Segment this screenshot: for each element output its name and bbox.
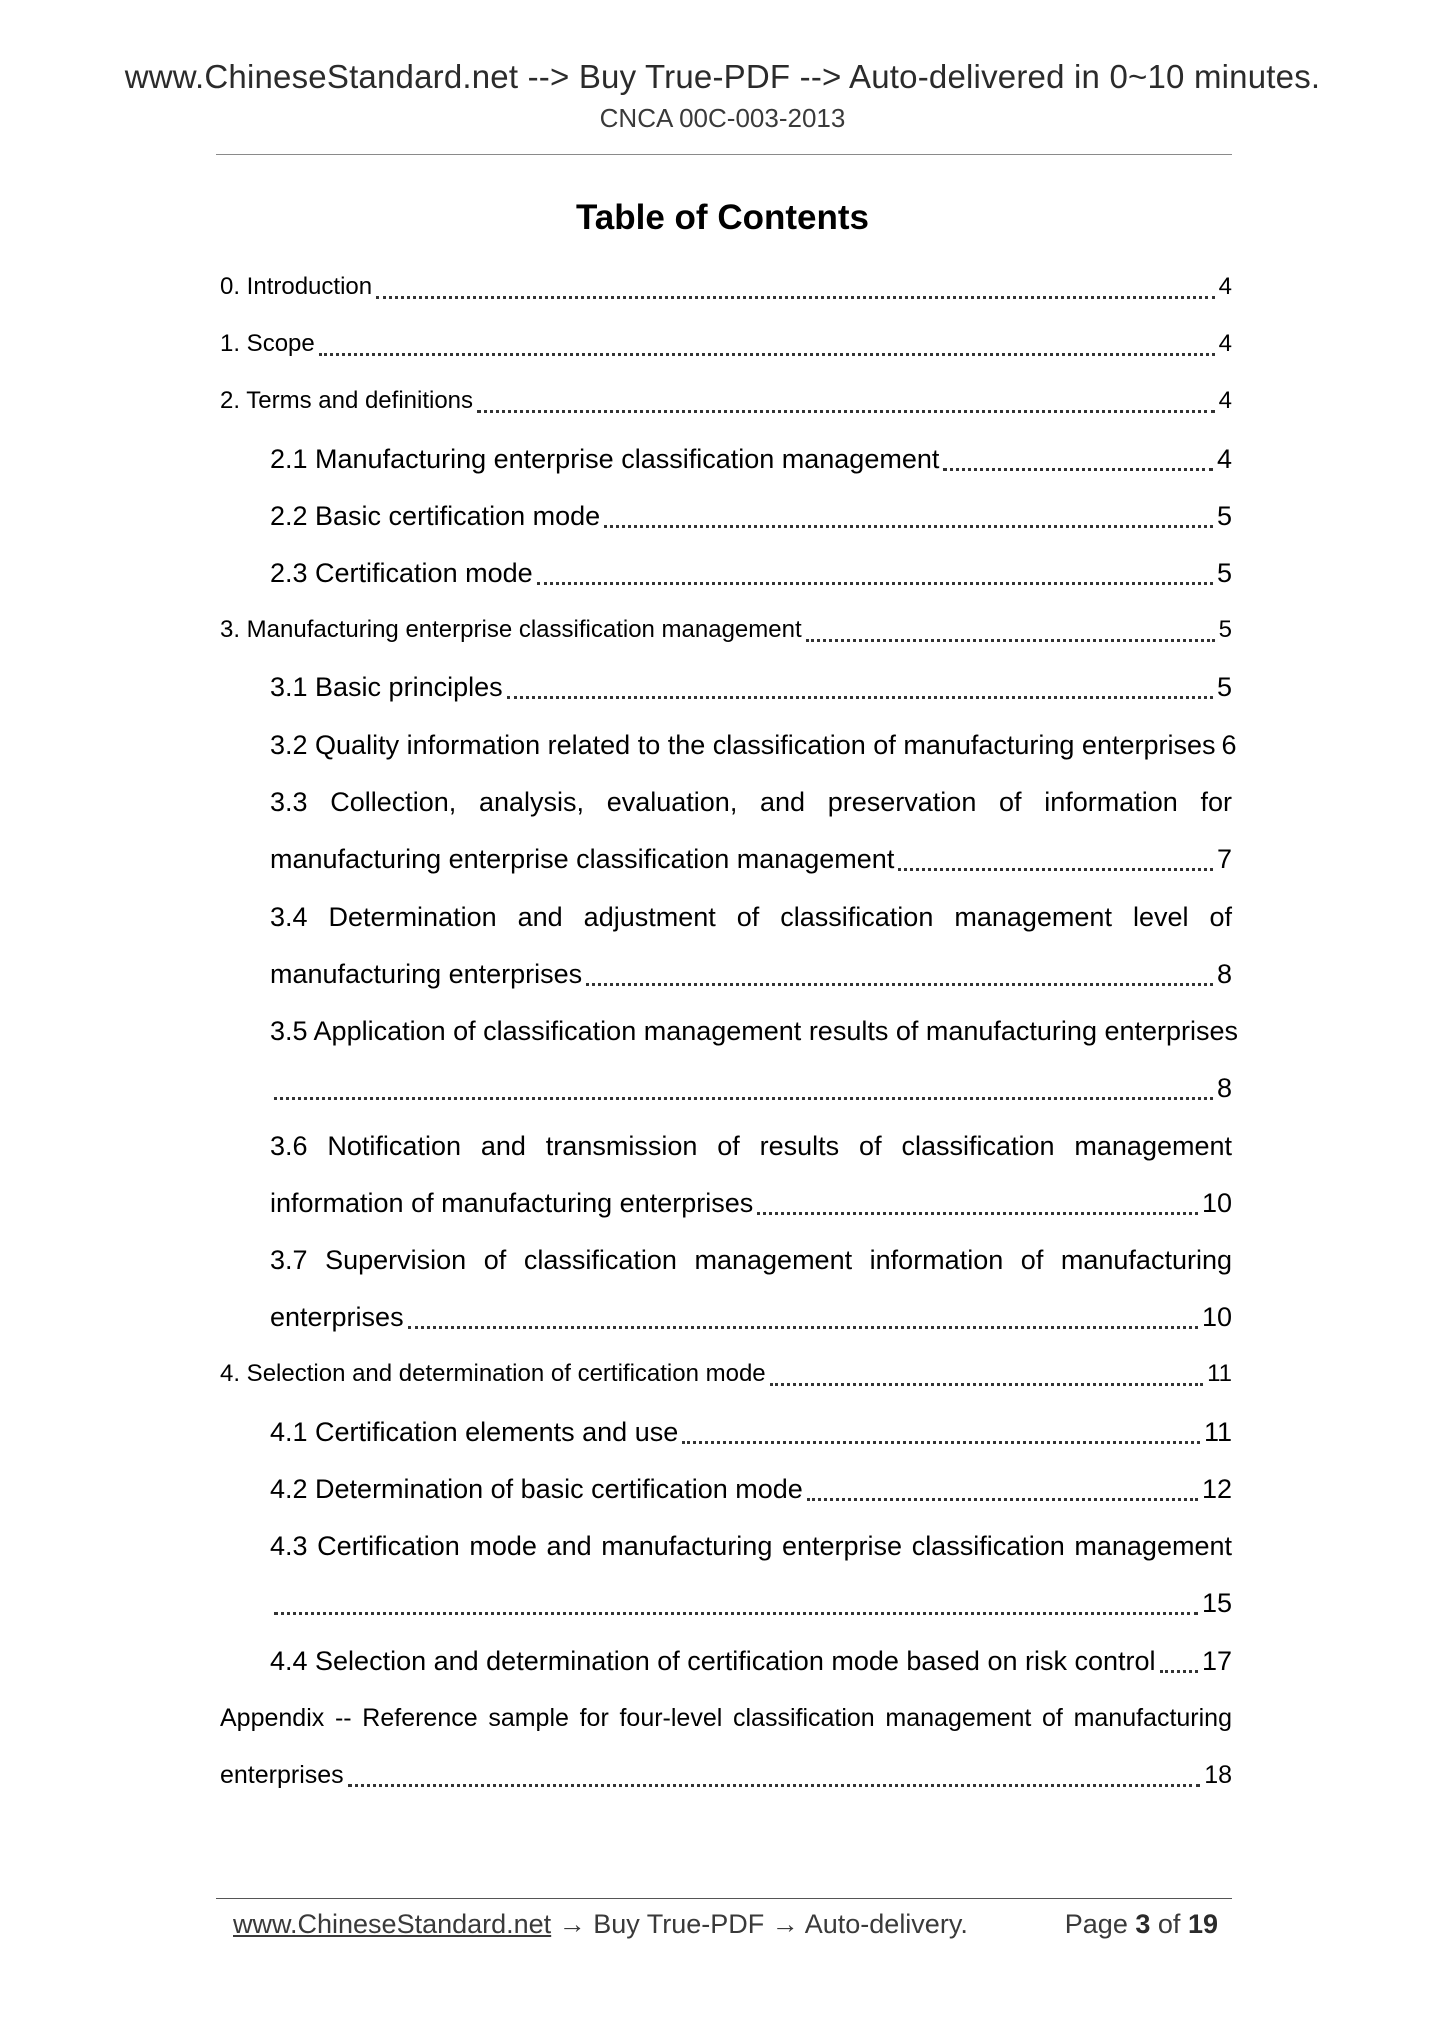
toc-entry-page: 10	[1201, 1187, 1232, 1218]
toc-entry-title: 1. Scope	[220, 330, 315, 357]
leader-dots	[757, 1208, 1198, 1215]
toc-entry-page: 6	[1221, 729, 1237, 760]
footer-divider	[216, 1898, 1232, 1899]
toc-entry[interactable]	[270, 494, 1232, 538]
toc-entry-title: 4.2 Determination of basic certification mode	[270, 1473, 803, 1504]
toc-entry-page: 11	[1203, 1416, 1232, 1447]
toc-entry[interactable]	[270, 952, 1232, 996]
leader-dots	[274, 1093, 1213, 1100]
header-banner: www.ChineseStandard.net --> Buy True-PDF --> Auto-delivered in 0~10 minutes.	[124, 58, 1321, 95]
leader-dots	[770, 1379, 1203, 1386]
toc-entry[interactable]	[270, 665, 1232, 709]
footer-site-link[interactable]: www.ChineseStandard.net	[233, 1909, 552, 1939]
toc-entry-title: 2.1 Manufacturing enterprise classification management	[270, 443, 940, 474]
document-code: CNCA 00C-003-2013	[599, 103, 846, 133]
toc-entry-title: manufacturing enterprise classification management	[270, 843, 895, 874]
toc-entry[interactable]	[270, 1066, 1232, 1110]
toc-entry[interactable]	[220, 322, 1232, 366]
toc-entry-line1[interactable]: 3.3 Collection, analysis, evaluation, and preservation of information for	[270, 787, 1232, 817]
toc-entry-title: 0. Introduction	[220, 273, 373, 300]
toc-entry-title: 2. Terms and definitions	[220, 387, 474, 414]
toc-entry-line1[interactable]: 4.3 Certification mode and manufacturing enterprise classification management	[270, 1531, 1232, 1561]
toc-entry-page: 5	[1216, 557, 1232, 588]
toc-entry-title: 3.2 Quality information related to the classification of manufacturing enterprises	[270, 729, 1216, 760]
toc-entry-page: 10	[1201, 1301, 1232, 1332]
leader-dots	[682, 1437, 1200, 1444]
leader-dots	[943, 464, 1213, 471]
toc-entry-line1[interactable]	[270, 1009, 1239, 1053]
toc-entry-page: 5	[1216, 671, 1232, 702]
toc-entry-page: 11	[1207, 1360, 1232, 1387]
toc-entry-page: 7	[1216, 843, 1232, 874]
toc-entry[interactable]	[270, 1181, 1232, 1225]
toc-entry-title: information of manufacturing enterprises	[270, 1187, 754, 1218]
toc-entry[interactable]	[220, 379, 1232, 423]
toc-entry-title: 4.1 Certification elements and use	[270, 1416, 679, 1447]
toc-entry-line1[interactable]: 3.7 Supervision of classification management information of manufacturing	[270, 1245, 1232, 1275]
toc-entry[interactable]	[270, 437, 1232, 481]
toc-entry-line1[interactable]: 3.4 Determination and adjustment of classification management level of	[270, 902, 1232, 932]
toc-entry[interactable]	[270, 1295, 1232, 1339]
page-total: 19	[1187, 1909, 1218, 1939]
toc-entry[interactable]	[270, 837, 1232, 881]
leader-dots	[274, 1608, 1198, 1615]
leader-dots	[477, 406, 1215, 413]
toc-entry-title: 3.5 Application of classification management results of manufacturing enterprises	[270, 1015, 1239, 1046]
page-of: of	[1157, 1909, 1181, 1939]
toc-entry[interactable]	[270, 1581, 1232, 1625]
toc-entry-page: 17	[1201, 1645, 1232, 1676]
leader-dots	[586, 979, 1213, 986]
leader-dots	[348, 1780, 1201, 1787]
toc-entry[interactable]	[270, 723, 1237, 767]
page-current: 3	[1135, 1909, 1151, 1939]
toc-entry-line1[interactable]: 3.6 Notification and transmission of results of classification management	[270, 1131, 1232, 1161]
leader-dots	[806, 635, 1215, 642]
toc-entry[interactable]	[270, 551, 1232, 595]
toc-entry-page: 5	[1216, 500, 1232, 531]
page-label: Page	[1064, 1909, 1128, 1939]
toc-entry-title: 3.1 Basic principles	[270, 671, 503, 702]
toc-entry[interactable]	[270, 1410, 1232, 1454]
toc-entry-page: 12	[1201, 1473, 1232, 1504]
toc-entry-title: 4. Selection and determination of certification mode	[220, 1360, 766, 1387]
leader-dots	[507, 692, 1213, 699]
footer-tagline: → Buy True-PDF → Auto-delivery.	[551, 1909, 968, 1939]
leader-dots	[604, 521, 1213, 528]
leader-dots	[408, 1322, 1198, 1329]
toc-entry-line1[interactable]: Appendix -- Reference sample for four-level classification management of manufacturing	[220, 1704, 1232, 1732]
leader-dots	[807, 1494, 1198, 1501]
leader-dots	[376, 292, 1215, 299]
toc-entry-page: 5	[1218, 616, 1232, 643]
page-indicator	[1065, 1904, 1218, 1944]
page-footer	[233, 1904, 1218, 1944]
toc-entry-page: 8	[1216, 1072, 1232, 1103]
toc-title: Table of Contents	[576, 198, 869, 237]
toc-entry-title: 2.3 Certification mode	[270, 557, 533, 588]
toc-entry-page: 4	[1218, 330, 1232, 357]
toc-entry-page: 18	[1204, 1760, 1232, 1789]
toc-entry-page: 4	[1216, 443, 1232, 474]
toc-entry-title: manufacturing enterprises	[270, 958, 583, 989]
toc-entry[interactable]	[220, 1753, 1232, 1797]
toc-entry[interactable]	[270, 1467, 1232, 1511]
leader-dots	[1160, 1666, 1198, 1673]
toc-entry[interactable]	[220, 1352, 1232, 1396]
toc-entry-title: enterprises	[220, 1760, 344, 1789]
toc-entry-title: 4.4 Selection and determination of certification mode based on risk control	[270, 1645, 1156, 1676]
toc-entry-title: enterprises	[270, 1301, 404, 1332]
leader-dots	[898, 864, 1213, 871]
toc-entry-title: 3. Manufacturing enterprise classification management	[220, 616, 802, 643]
toc-entry-page: 4	[1218, 387, 1232, 414]
toc-entry[interactable]	[270, 1639, 1232, 1683]
toc-entry-page: 8	[1216, 958, 1232, 989]
leader-dots	[319, 349, 1215, 356]
leader-dots	[537, 578, 1213, 585]
toc-entry[interactable]	[220, 265, 1232, 309]
toc-entry-title: 2.2 Basic certification mode	[270, 500, 601, 531]
toc-entry[interactable]	[220, 608, 1232, 652]
toc-entry-page: 15	[1201, 1587, 1232, 1618]
toc-entry-page: 4	[1218, 273, 1232, 300]
